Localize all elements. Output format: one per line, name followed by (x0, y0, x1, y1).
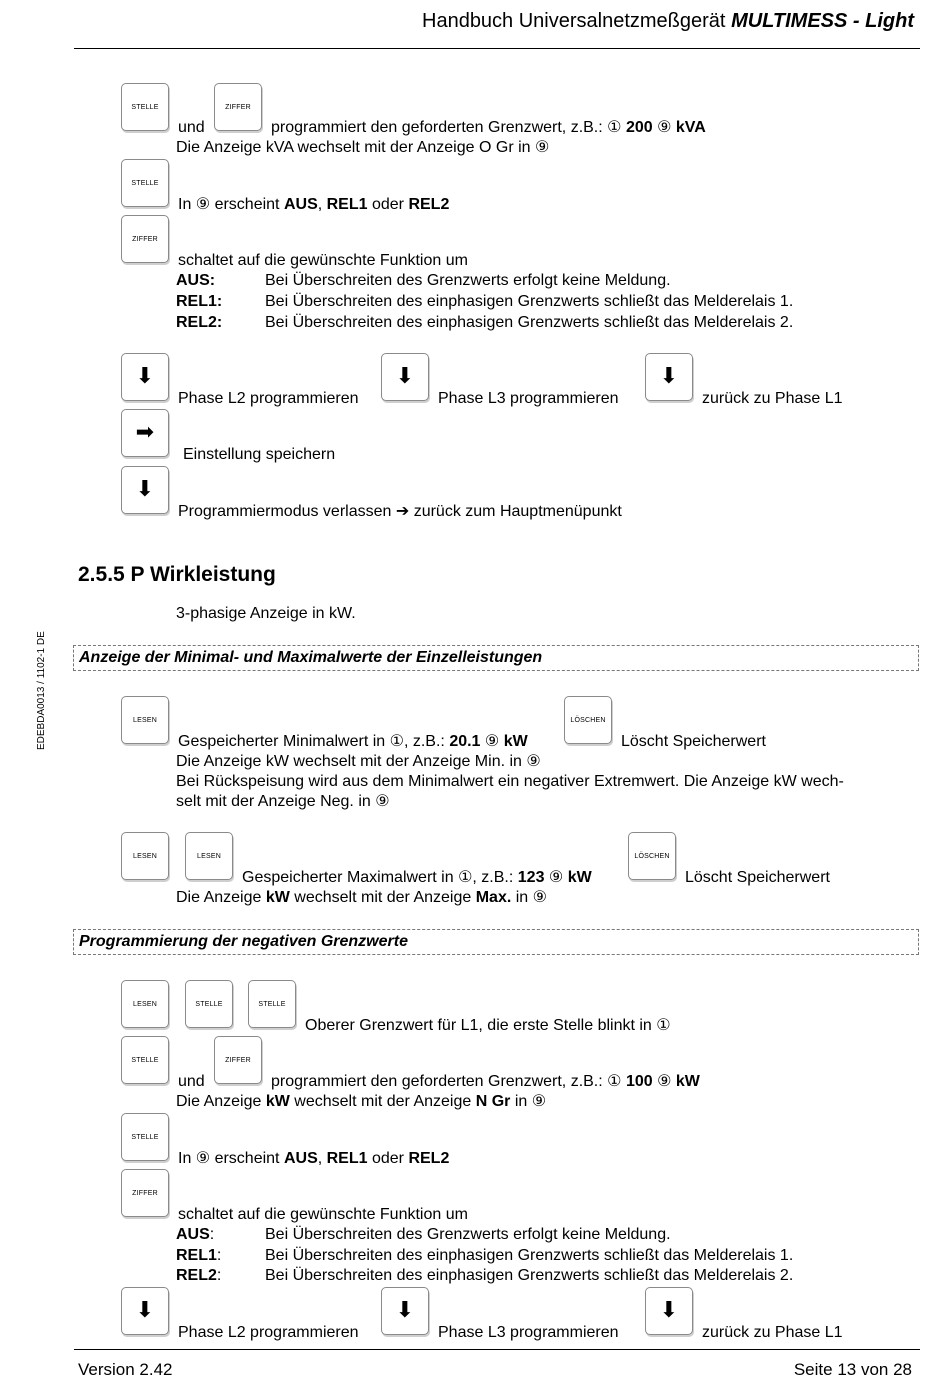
def-desc: Bei Überschreiten des einphasigen Grenzwerts schließt das Melderelais 2. (265, 1267, 794, 1284)
stelle-key: STELLE (121, 1036, 169, 1084)
def-desc: Bei Überschreiten des Grenzwerts erfolgt keine Meldung. (265, 272, 671, 289)
def-desc: Bei Überschreiten des einphasigen Grenzwerts schließt das Melderelais 1. (265, 293, 794, 310)
exit-mode-text: Programmiermodus verlassen ➔ zurück zum Hauptmenüpunkt (178, 503, 622, 520)
loeschen-key: LÖSCHEN (628, 832, 676, 880)
program-limit-text: programmiert den geforderten Grenzwert, z.B.: ① 100 ⑨ kW (271, 1073, 700, 1090)
def-term: REL2: (176, 314, 223, 331)
clear-memory-text: Löscht Speicherwert (621, 733, 766, 750)
def-desc: Bei Überschreiten des einphasigen Grenzwerts schließt das Melderelais 2. (265, 314, 794, 331)
phase-l3-text: Phase L3 programmieren (438, 390, 619, 407)
phase-l3-text: Phase L3 programmieren (438, 1324, 619, 1341)
def-term: AUS: (176, 1226, 215, 1243)
phase-l2-text: Phase L2 programmieren (178, 390, 359, 407)
section-heading: 2.5.5 P Wirkleistung (78, 563, 276, 586)
feedback-text-cont: selt mit der Anzeige Neg. in ⑨ (176, 793, 390, 810)
appears-text: In ⑨ erscheint AUS, REL1 oder REL2 (178, 1150, 450, 1167)
def-desc: Bei Überschreiten des Grenzwerts erfolgt keine Meldung. (265, 1226, 671, 1243)
def-term: REL2: (176, 1267, 222, 1284)
section-intro: 3-phasige Anzeige in kW. (176, 605, 356, 622)
und-text: und (178, 119, 205, 136)
page-header (422, 10, 914, 33)
ziffer-key: ZIFFER (214, 1036, 262, 1084)
lesen-key: LESEN (121, 980, 169, 1028)
header-title: Handbuch Universalnetzmeßgerät (422, 10, 726, 32)
def-term: REL1: (176, 293, 223, 310)
stelle-key: STELLE (185, 980, 233, 1028)
down-arrow-key-icon: ⬇ (121, 1287, 169, 1335)
und-text: und (178, 1073, 205, 1090)
down-arrow-key-icon: ⬇ (645, 1287, 693, 1335)
appears-text: In ⑨ erscheint AUS, REL1 oder REL2 (178, 196, 450, 213)
stelle-key: STELLE (121, 83, 169, 131)
right-arrow-key-icon: ➡ (121, 409, 169, 457)
phase-l2-text: Phase L2 programmieren (178, 1324, 359, 1341)
footer-rule (74, 1349, 920, 1350)
max-value-text: Gespeicherter Maximalwert in ①, z.B.: 123 ⑨ kW (242, 869, 592, 886)
down-arrow-key-icon: ⬇ (381, 1287, 429, 1335)
lesen-key: LESEN (185, 832, 233, 880)
down-arrow-key-icon: ⬇ (121, 353, 169, 401)
upper-limit-text: Oberer Grenzwert für L1, die erste Stelle blinkt in ① (305, 1017, 671, 1034)
stelle-key: STELLE (121, 159, 169, 207)
max-display-text: Die Anzeige kW wechselt mit der Anzeige Max. in ⑨ (176, 889, 547, 906)
ziffer-key: ZIFFER (121, 1169, 169, 1217)
def-term: AUS: (176, 272, 216, 289)
back-l1-text: zurück zu Phase L1 (702, 390, 843, 407)
stelle-key: STELLE (121, 1113, 169, 1161)
clear-memory-text: Löscht Speicherwert (685, 869, 830, 886)
down-arrow-key-icon: ⬇ (121, 466, 169, 514)
side-document-code: EDEBDA0013 / 1102-1 DE (36, 631, 47, 750)
down-arrow-key-icon: ⬇ (645, 353, 693, 401)
footer-page-number: Seite 13 von 28 (793, 1360, 912, 1379)
program-limit-text: programmiert den geforderten Grenzwert, z.B.: ① 200 ⑨ kVA (271, 119, 706, 136)
switch-function-text: schaltet auf die gewünschte Funktion um (178, 1206, 468, 1223)
subsection-box-negative: Programmierung der negativen Grenzwerte (73, 929, 919, 955)
ziffer-key: ZIFFER (121, 215, 169, 263)
loeschen-key: LÖSCHEN (564, 696, 612, 744)
def-term: REL1: (176, 1247, 222, 1264)
subsection-box-minmax: Anzeige der Minimal- und Maximalwerte der Einzelleistungen (73, 645, 919, 671)
switch-function-text: schaltet auf die gewünschte Funktion um (178, 252, 468, 269)
def-desc: Bei Überschreiten des einphasigen Grenzwerts schließt das Melderelais 1. (265, 1247, 794, 1264)
save-setting-text: Einstellung speichern (183, 446, 336, 463)
min-value-text: Gespeicherter Minimalwert in ①, z.B.: 20.1 ⑨ kW (178, 733, 528, 750)
min-display-text: Die Anzeige kW wechselt mit der Anzeige Min. in ⑨ (176, 753, 541, 770)
display-kw-text: Die Anzeige kW wechselt mit der Anzeige N Gr in ⑨ (176, 1093, 547, 1110)
footer-version: Version 2.42 (78, 1360, 173, 1379)
header-product: MULTIMESS - Light (731, 10, 914, 32)
display-kva-text: Die Anzeige kVA wechselt mit der Anzeige O Gr in ⑨ (176, 139, 550, 156)
feedback-text: Bei Rückspeisung wird aus dem Minimalwert ein negativer Extremwert. Die Anzeige kW wech- (176, 773, 844, 790)
lesen-key: LESEN (121, 832, 169, 880)
header-rule (74, 48, 920, 49)
down-arrow-key-icon: ⬇ (381, 353, 429, 401)
back-l1-text: zurück zu Phase L1 (702, 1324, 843, 1341)
stelle-key: STELLE (248, 980, 296, 1028)
lesen-key: LESEN (121, 696, 169, 744)
ziffer-key: ZIFFER (214, 83, 262, 131)
